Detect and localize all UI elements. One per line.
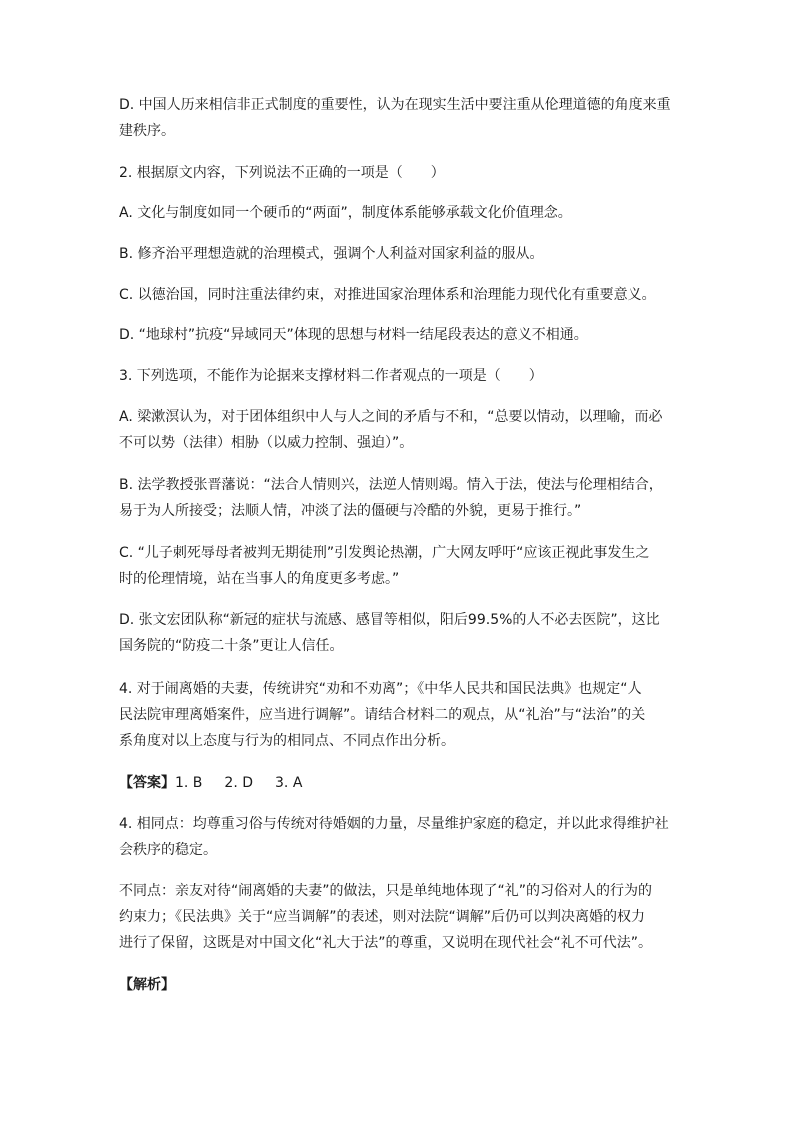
answer-1: 1. B: [175, 775, 203, 791]
q3-option-a-line2: 不可以势（法律）相胁（以威力控制、强迫）”。: [119, 435, 414, 451]
answer-3: 3. A: [275, 775, 303, 791]
answer-4-difference: [119, 878, 679, 956]
difference-line1: 不同点：亲友对待“闹离婚的夫妻”的做法，只是单纯地体现了“礼”的习俗对人的行为的: [119, 883, 653, 899]
q1-option-d: [119, 92, 679, 144]
q4-line2: 民法院审理离婚案件，应当进行调解”。请结合材料二的观点，从“礼治”与“法治”的关: [119, 707, 646, 723]
q2-option-b-text: B. 修齐治平理想造就的治理模式，强调个人利益对国家利益的服从。: [119, 246, 544, 262]
answer-4-line2: 会秩序的稳定。: [119, 842, 217, 858]
q2-option-c: [119, 282, 679, 308]
answer-4-line1: 4. 相同点：均尊重习俗与传统对待婚姻的力量，尽量维护家庭的稳定，并以此求得维护社: [119, 816, 669, 832]
analysis-heading: [119, 972, 679, 998]
q3-option-a-line1: A. 梁漱溟认为，对于团体组织中人与人之间的矛盾与不和，“总要以情动，以理喻，而必: [119, 409, 663, 425]
q3-option-b-line2: 易于为人所接受；法顺人情，冲淡了法的僵硬与冷酷的外貌，更易于推行。”: [119, 503, 582, 519]
q3-option-c-line1: C. “儿子刺死辱母者被判无期徒刑”引发舆论热潮，广大网友呼吁“应该正视此事发生之: [119, 545, 650, 561]
q3-option-c-line2: 时的伦理情境，站在当事人的角度更多考虑。”: [119, 571, 400, 587]
q3-option-d-line1: D. 张文宏团队称“新冠的症状与流感、感冒等相似，阳后99.5%的人不必去医院”，这比: [119, 612, 660, 628]
q2-option-d-text: D. “地球村”抗疫“异域同天”体现的思想与材料一结尾段表达的意义不相通。: [119, 327, 588, 343]
difference-line3: 进行了保留，这既是对中国文化“礼大于法”的尊重，又说明在现代社会“礼不可代法”。: [119, 935, 653, 951]
q4-line3: 系角度对以上态度与行为的相同点、不同点作出分析。: [119, 733, 455, 749]
q3-stem: [119, 363, 679, 389]
q2-stem-text: 2. 根据原文内容，下列说法不正确的一项是（ ）: [119, 165, 445, 181]
q1-option-d-line2: 建秩序。: [119, 123, 175, 139]
q3-stem-text: 3. 下列选项，不能作为论据来支撑材料二作者观点的一项是（ ）: [119, 368, 543, 384]
answer-line: [119, 770, 679, 796]
q3-option-b-line1: B. 法学教授张晋藩说：“法合人情则兴，法逆人情则竭。情入于法，使法与伦理相结合，: [119, 477, 663, 493]
answer-tag: 【答案】: [119, 775, 175, 791]
answer-4-similarity: [119, 811, 679, 863]
q2-option-a-text: A. 文化与制度如同一个硬币的“两面”，制度体系能够承载文化价值理念。: [119, 205, 572, 221]
q3-option-d-line2: 国务院的“防疫二十条”更让人信任。: [119, 638, 344, 654]
q3-option-d: [119, 607, 679, 659]
q2-option-b: [119, 241, 679, 267]
q2-option-d: [119, 322, 679, 348]
q2-option-a: [119, 200, 679, 226]
q2-option-c-text: C. 以德治国，同时注重法律约束，对推进国家治理体系和治理能力现代化有重要意义。: [119, 287, 656, 303]
difference-line2: 约束力；《民法典》关于“应当调解”的表述，则对法院“调解”后仍可以判决离婚的权力: [119, 909, 646, 925]
q4-stem: [119, 676, 679, 754]
answer-2: 2. D: [224, 775, 254, 791]
q4-line1: 4. 对于闹离婚的夫妻，传统讲究“劝和不劝离”；《中华人民共和国民法典》也规定“人: [119, 681, 642, 697]
q1-option-d-line1: D. 中国人历来相信非正式制度的重要性，认为在现实生活中要注重从伦理道德的角度来重: [119, 97, 671, 113]
analysis-tag: 【解析】: [119, 977, 175, 993]
q3-option-b: [119, 472, 679, 524]
q3-option-c: [119, 540, 679, 592]
q2-stem: [119, 160, 679, 186]
q3-option-a: [119, 404, 679, 456]
